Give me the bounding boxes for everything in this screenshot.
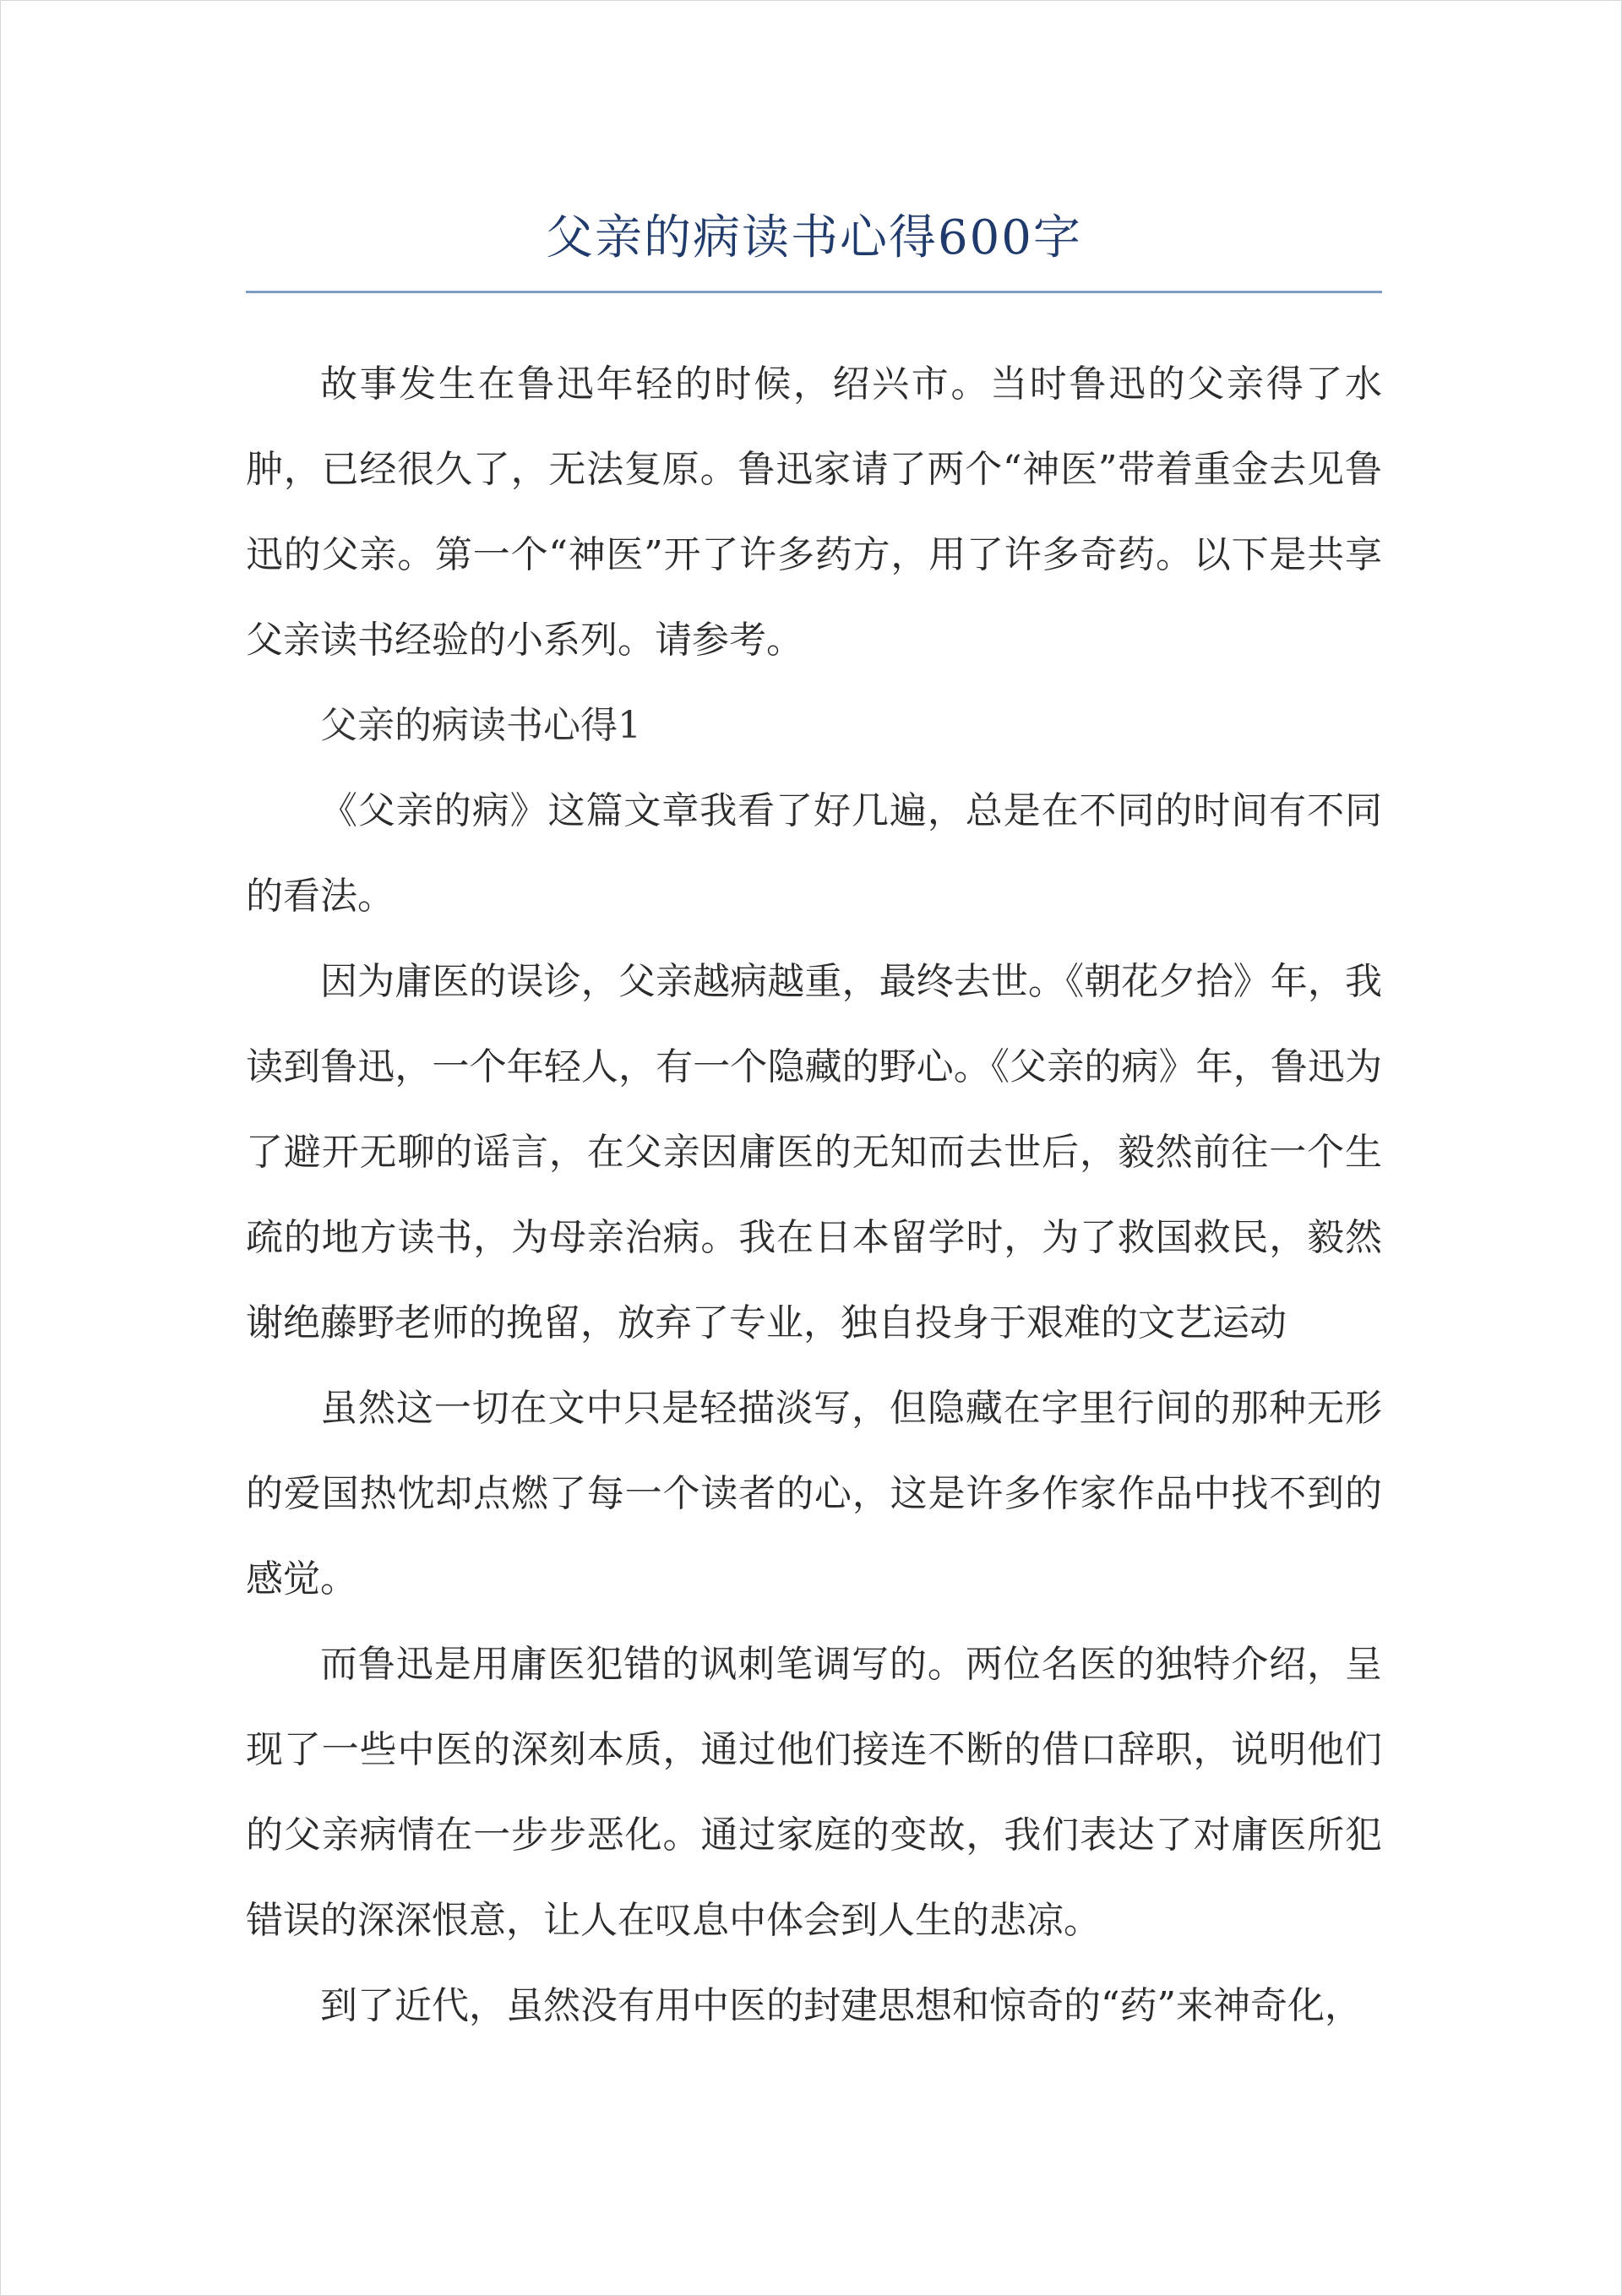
paragraph: 到了近代，虽然没有用中医的封建思想和惊奇的“药”来神奇化，: [320, 1984, 1362, 2027]
paragraph: 虽然这一切在文中只是轻描淡写，但隐藏在字里行间的那种无形的爱国热忱却点燃了每一个读者的心，这是许多作家作品中找不到的感觉。: [246, 1387, 1382, 1601]
paragraph: 而鲁迅是用庸医犯错的讽刺笔调写的。两位名医的独特介绍，呈现了一些中医的深刻本质，通过他们接连不断的借口辞职，说明他们的父亲病情在一步步恶化。通过家庭的变故，我们表达了对庸医所犯错误的深深恨意，让人在叹息中体会到人生的悲凉。: [246, 1643, 1382, 1942]
section-heading: 父亲的病读书心得1: [320, 704, 641, 747]
paragraph: 《父亲的病》这篇文章我看了好几遍，总是在不同的时间有不同的看法。: [246, 789, 1382, 918]
paragraph: 因为庸医的误诊，父亲越病越重，最终去世。《朝花夕拾》年，我读到鲁迅，一个年轻人，有一个隐藏的野心。《父亲的病》年，鲁迅为了避开无聊的谣言，在父亲因庸医的无知而去世后，毅然前往一个生疏的地方读书，为母亲治病。我在日本留学时，为了救国救民，毅然谢绝藤野老师的挽留，放弃了专业，独自投身于艰难的文艺运动: [246, 960, 1382, 1344]
title-underline: [246, 291, 1382, 293]
paragraph-intro: 故事发生在鲁迅年轻的时候，绍兴市。当时鲁迅的父亲得了水肿，已经很久了，无法复原。鲁迅家请了两个“神医”带着重金去见鲁迅的父亲。第一个“神医”开了许多药方，用了许多奇药。以下是共享父亲读书经验的小系列。请参考。: [246, 363, 1382, 662]
document-body: [246, 341, 1382, 2048]
document-title: 父亲的病读书心得600字: [546, 210, 1082, 265]
